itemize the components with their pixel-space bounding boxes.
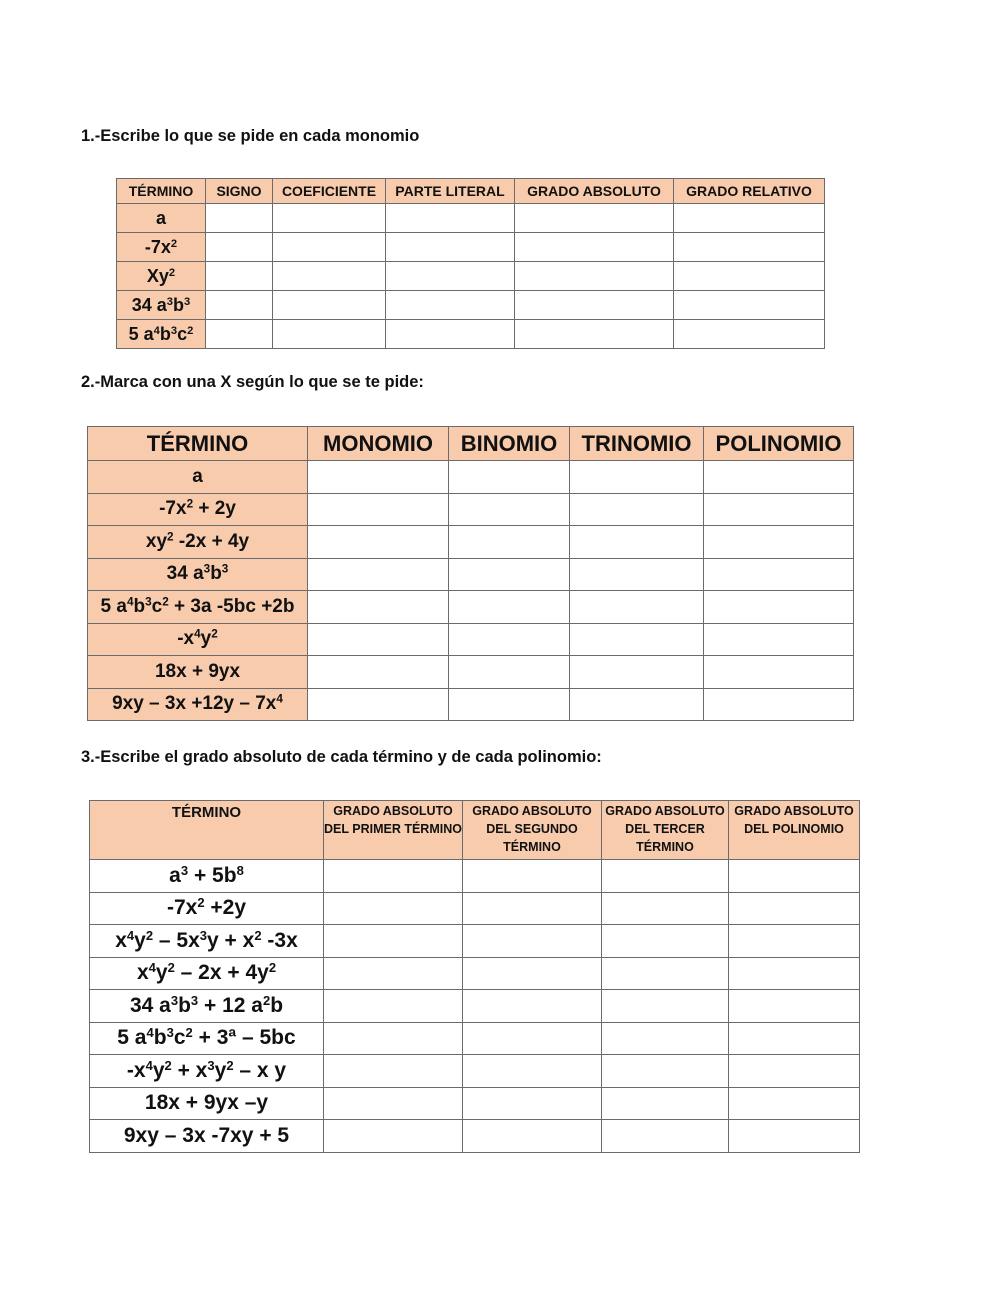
answer-cell[interactable] xyxy=(602,1087,729,1120)
answer-cell[interactable] xyxy=(602,1022,729,1055)
column-header: GRADO ABSOLUTO DEL TERCER TÉRMINO xyxy=(602,801,729,860)
answer-cell[interactable] xyxy=(515,204,674,233)
term-text: -3x xyxy=(261,928,298,952)
term-text: + 3ª – 5bc xyxy=(192,1026,296,1050)
table-row xyxy=(90,957,860,990)
answer-cell[interactable] xyxy=(602,990,729,1023)
term-text: -x xyxy=(177,628,195,650)
column-header: TÉRMINO xyxy=(117,179,206,204)
term-text: – x y xyxy=(233,1058,287,1082)
exponent: 2 xyxy=(187,324,194,337)
term-text: y xyxy=(214,1058,227,1082)
term-cell xyxy=(117,320,206,349)
term-text: – 2x + 4y xyxy=(174,961,269,985)
answer-cell[interactable] xyxy=(704,526,854,559)
answer-cell[interactable] xyxy=(515,233,674,262)
exponent: 4 xyxy=(153,324,160,337)
answer-cell[interactable] xyxy=(729,1087,860,1120)
term-text: -x xyxy=(126,1058,146,1082)
exponent: 8 xyxy=(236,862,244,878)
term-text: 34 a xyxy=(129,993,171,1017)
answer-cell[interactable] xyxy=(704,461,854,494)
term-text: b xyxy=(270,993,284,1017)
answer-cell[interactable] xyxy=(570,591,704,624)
column-header: GRADO ABSOLUTO DEL POLINOMIO xyxy=(729,801,860,860)
answer-cell[interactable] xyxy=(449,656,570,689)
term-cell xyxy=(90,925,324,958)
answer-cell[interactable] xyxy=(570,656,704,689)
term-text: 18x + 9yx –y xyxy=(144,1091,269,1115)
term-text: b xyxy=(173,294,185,315)
term-text: + 5b xyxy=(188,863,237,887)
table-row xyxy=(88,591,854,624)
exponent: 2 xyxy=(145,927,154,943)
answer-cell[interactable] xyxy=(729,957,860,990)
answer-cell[interactable] xyxy=(602,892,729,925)
table-row xyxy=(117,204,825,233)
term-cell xyxy=(90,1055,324,1088)
exponent: 2 xyxy=(254,927,262,943)
column-header: GRADO ABSOLUTO xyxy=(515,179,674,204)
term-text: c xyxy=(173,1026,186,1050)
answer-cell[interactable] xyxy=(602,1055,729,1088)
answer-cell[interactable] xyxy=(386,233,515,262)
answer-cell[interactable] xyxy=(463,1087,602,1120)
answer-cell[interactable] xyxy=(515,291,674,320)
table-row xyxy=(88,688,854,721)
table-row xyxy=(90,990,860,1023)
term-cell xyxy=(117,204,206,233)
exponent: 3 xyxy=(170,992,179,1008)
answer-cell[interactable] xyxy=(729,860,860,893)
term-text: 34 a xyxy=(166,563,204,585)
table-row xyxy=(90,1022,860,1055)
answer-cell[interactable] xyxy=(449,623,570,656)
answer-cell[interactable] xyxy=(449,493,570,526)
answer-cell[interactable] xyxy=(729,1120,860,1153)
exponent: 3 xyxy=(166,1025,174,1041)
term-text: + 3a -5bc +2b xyxy=(168,595,295,617)
answer-cell[interactable] xyxy=(273,204,386,233)
column-header: COEFICIENTE xyxy=(273,179,386,204)
table-row xyxy=(117,320,825,349)
table-header-row xyxy=(90,801,860,860)
answer-cell[interactable] xyxy=(570,623,704,656)
term-cell xyxy=(90,1087,324,1120)
answer-cell[interactable] xyxy=(324,892,463,925)
table-header-row xyxy=(117,179,825,204)
answer-cell[interactable] xyxy=(704,558,854,591)
answer-cell[interactable] xyxy=(308,461,449,494)
term-cell xyxy=(90,892,324,925)
term-cell xyxy=(117,291,206,320)
term-cell xyxy=(88,558,308,591)
section-1-title: 1.-Escribe lo que se pide en cada monomio xyxy=(81,127,420,145)
exponent: 4 xyxy=(126,927,135,943)
answer-cell[interactable] xyxy=(463,925,602,958)
answer-cell[interactable] xyxy=(324,860,463,893)
answer-cell[interactable] xyxy=(570,558,704,591)
exponent: 2 xyxy=(268,960,277,976)
answer-cell[interactable] xyxy=(570,493,704,526)
answer-cell[interactable] xyxy=(704,493,854,526)
answer-cell[interactable] xyxy=(206,320,273,349)
term-text: c xyxy=(177,323,188,344)
monomial-table xyxy=(116,178,825,349)
term-text: 34 a xyxy=(131,294,167,315)
answer-cell[interactable] xyxy=(463,860,602,893)
term-cell xyxy=(88,461,308,494)
term-cell xyxy=(117,233,206,262)
answer-cell[interactable] xyxy=(729,1055,860,1088)
term-text: y + x xyxy=(207,928,255,952)
term-text: -7x xyxy=(166,896,198,920)
exponent: 4 xyxy=(145,1057,153,1073)
term-cell xyxy=(88,688,308,721)
table-row xyxy=(90,1055,860,1088)
answer-cell[interactable] xyxy=(386,291,515,320)
table-row xyxy=(90,892,860,925)
term-cell xyxy=(88,591,308,624)
table-row xyxy=(88,623,854,656)
section-2-title: 2.-Marca con una X según lo que se te pide: xyxy=(81,373,424,391)
term-text: + x xyxy=(171,1058,208,1082)
exponent: 3 xyxy=(184,295,191,308)
answer-cell[interactable] xyxy=(324,1055,463,1088)
term-text: y xyxy=(200,628,212,650)
answer-cell[interactable] xyxy=(674,204,825,233)
column-header: GRADO ABSOLUTO DEL SEGUNDO TÉRMINO xyxy=(463,801,602,860)
answer-cell[interactable] xyxy=(324,957,463,990)
exponent: 2 xyxy=(185,1025,193,1041)
exponent: 4 xyxy=(126,595,134,609)
term-text: xy xyxy=(145,530,168,552)
exponent: 2 xyxy=(211,627,218,641)
term-text: x xyxy=(136,961,149,985)
term-cell xyxy=(90,957,324,990)
table-row xyxy=(88,493,854,526)
answer-cell[interactable] xyxy=(308,688,449,721)
answer-cell[interactable] xyxy=(206,291,273,320)
answer-cell[interactable] xyxy=(674,262,825,291)
column-header: TRINOMIO xyxy=(570,427,704,461)
exponent: 4 xyxy=(148,960,156,976)
answer-cell[interactable] xyxy=(206,262,273,291)
answer-cell[interactable] xyxy=(308,526,449,559)
term-text: -7x xyxy=(159,498,187,520)
answer-cell[interactable] xyxy=(324,925,463,958)
term-text: 9xy – 3x -7xy + 5 xyxy=(123,1123,290,1147)
answer-cell[interactable] xyxy=(449,526,570,559)
answer-cell[interactable] xyxy=(729,990,860,1023)
column-header: POLINOMIO xyxy=(704,427,854,461)
exponent: 2 xyxy=(186,497,194,511)
answer-cell[interactable] xyxy=(602,957,729,990)
answer-cell[interactable] xyxy=(570,526,704,559)
term-cell xyxy=(88,526,308,559)
exponent: 2 xyxy=(170,237,178,250)
exponent: 3 xyxy=(203,562,211,576)
answer-cell[interactable] xyxy=(449,591,570,624)
answer-cell[interactable] xyxy=(386,262,515,291)
answer-cell[interactable] xyxy=(704,656,854,689)
answer-cell[interactable] xyxy=(386,320,515,349)
answer-cell[interactable] xyxy=(324,1120,463,1153)
exponent: 3 xyxy=(170,324,178,337)
answer-cell[interactable] xyxy=(324,1022,463,1055)
answer-cell[interactable] xyxy=(449,461,570,494)
term-text: + 12 a xyxy=(198,993,263,1017)
term-text: -2x + 4y xyxy=(173,530,250,552)
term-text: 9xy – 3x +12y – 7x xyxy=(112,693,277,715)
exponent: 3 xyxy=(207,1057,215,1073)
answer-cell[interactable] xyxy=(273,233,386,262)
exponent: 2 xyxy=(167,960,175,976)
term-text: b xyxy=(178,993,191,1017)
exponent: 2 xyxy=(162,595,169,609)
table-row xyxy=(117,262,825,291)
table-row xyxy=(88,656,854,689)
answer-cell[interactable] xyxy=(463,1120,602,1153)
exponent: 4 xyxy=(276,692,283,706)
exponent: 4 xyxy=(146,1025,154,1041)
answer-cell[interactable] xyxy=(463,1055,602,1088)
term-text: x xyxy=(115,928,127,952)
answer-cell[interactable] xyxy=(729,925,860,958)
column-header: TÉRMINO xyxy=(88,427,308,461)
answer-cell[interactable] xyxy=(308,623,449,656)
answer-cell[interactable] xyxy=(206,204,273,233)
exponent: 4 xyxy=(194,627,201,641)
column-header: GRADO RELATIVO xyxy=(674,179,825,204)
term-text: a xyxy=(192,465,203,487)
exponent: 2 xyxy=(197,895,205,911)
answer-cell[interactable] xyxy=(704,623,854,656)
answer-cell[interactable] xyxy=(602,860,729,893)
term-text: + 2y xyxy=(193,498,236,520)
term-text: 5 a xyxy=(100,595,127,617)
answer-cell[interactable] xyxy=(570,688,704,721)
answer-cell[interactable] xyxy=(273,262,386,291)
term-text: +2y xyxy=(204,896,247,920)
answer-cell[interactable] xyxy=(308,558,449,591)
answer-cell[interactable] xyxy=(449,558,570,591)
exponent: 3 xyxy=(166,295,174,308)
column-header: GRADO ABSOLUTO DEL PRIMER TÉRMINO xyxy=(324,801,463,860)
term-text: b xyxy=(133,595,146,617)
answer-cell[interactable] xyxy=(324,1087,463,1120)
exponent: 2 xyxy=(164,1057,172,1073)
term-text: a xyxy=(169,863,181,887)
answer-cell[interactable] xyxy=(570,461,704,494)
table-row xyxy=(90,1087,860,1120)
answer-cell[interactable] xyxy=(273,291,386,320)
term-text: 5 a xyxy=(117,1026,147,1050)
column-header: PARTE LITERAL xyxy=(386,179,515,204)
exponent: 2 xyxy=(226,1057,234,1073)
term-text: y xyxy=(152,1058,165,1082)
answer-cell[interactable] xyxy=(308,591,449,624)
answer-cell[interactable] xyxy=(386,204,515,233)
table-row xyxy=(90,925,860,958)
answer-cell[interactable] xyxy=(674,291,825,320)
answer-cell[interactable] xyxy=(674,233,825,262)
term-text: 5 a xyxy=(128,323,154,344)
answer-cell[interactable] xyxy=(704,688,854,721)
table-row xyxy=(88,558,854,591)
answer-cell[interactable] xyxy=(729,1022,860,1055)
exponent: 2 xyxy=(262,992,271,1008)
section-3-title: 3.-Escribe el grado absoluto de cada término y de cada polinomio: xyxy=(81,748,602,766)
table-row xyxy=(90,860,860,893)
term-text: a xyxy=(155,207,166,228)
term-text: 18x + 9yx xyxy=(154,660,241,682)
column-header: BINOMIO xyxy=(449,427,570,461)
column-header: MONOMIO xyxy=(308,427,449,461)
exponent: 2 xyxy=(168,266,176,279)
term-cell xyxy=(90,860,324,893)
term-text: c xyxy=(151,595,163,617)
column-header: SIGNO xyxy=(206,179,273,204)
term-cell xyxy=(117,262,206,291)
exponent: 3 xyxy=(190,992,199,1008)
degree-table xyxy=(89,800,860,1153)
table-row xyxy=(117,233,825,262)
table-row xyxy=(90,1120,860,1153)
term-text: -7x xyxy=(144,236,171,257)
table-header-row xyxy=(88,427,854,461)
term-text: y xyxy=(134,928,146,952)
answer-cell[interactable] xyxy=(308,656,449,689)
exponent: 2 xyxy=(167,530,174,544)
term-cell xyxy=(90,1120,324,1153)
answer-cell[interactable] xyxy=(729,892,860,925)
term-text: b xyxy=(153,1026,167,1050)
answer-cell[interactable] xyxy=(674,320,825,349)
answer-cell[interactable] xyxy=(704,591,854,624)
answer-cell[interactable] xyxy=(463,990,602,1023)
answer-cell[interactable] xyxy=(449,688,570,721)
answer-cell[interactable] xyxy=(515,262,674,291)
exponent: 3 xyxy=(180,862,189,878)
table-row xyxy=(88,526,854,559)
answer-cell[interactable] xyxy=(602,925,729,958)
answer-cell[interactable] xyxy=(308,493,449,526)
term-cell xyxy=(88,656,308,689)
exponent: 3 xyxy=(145,595,152,609)
answer-cell[interactable] xyxy=(463,1022,602,1055)
answer-cell[interactable] xyxy=(273,320,386,349)
term-text: b xyxy=(159,323,171,344)
answer-cell[interactable] xyxy=(206,233,273,262)
exponent: 3 xyxy=(221,562,229,576)
answer-cell[interactable] xyxy=(515,320,674,349)
table-row xyxy=(117,291,825,320)
term-cell xyxy=(90,990,324,1023)
classification-table xyxy=(87,426,854,721)
answer-cell[interactable] xyxy=(463,892,602,925)
term-cell xyxy=(88,623,308,656)
exponent: 3 xyxy=(199,927,208,943)
answer-cell[interactable] xyxy=(463,957,602,990)
answer-cell[interactable] xyxy=(324,990,463,1023)
answer-cell[interactable] xyxy=(602,1120,729,1153)
column-header: TÉRMINO xyxy=(90,801,324,860)
term-text: y xyxy=(155,961,168,985)
term-cell xyxy=(88,493,308,526)
term-text: Xy xyxy=(146,265,169,286)
term-cell xyxy=(90,1022,324,1055)
term-text: b xyxy=(210,563,222,585)
table-row xyxy=(88,461,854,494)
term-text: – 5x xyxy=(153,928,200,952)
